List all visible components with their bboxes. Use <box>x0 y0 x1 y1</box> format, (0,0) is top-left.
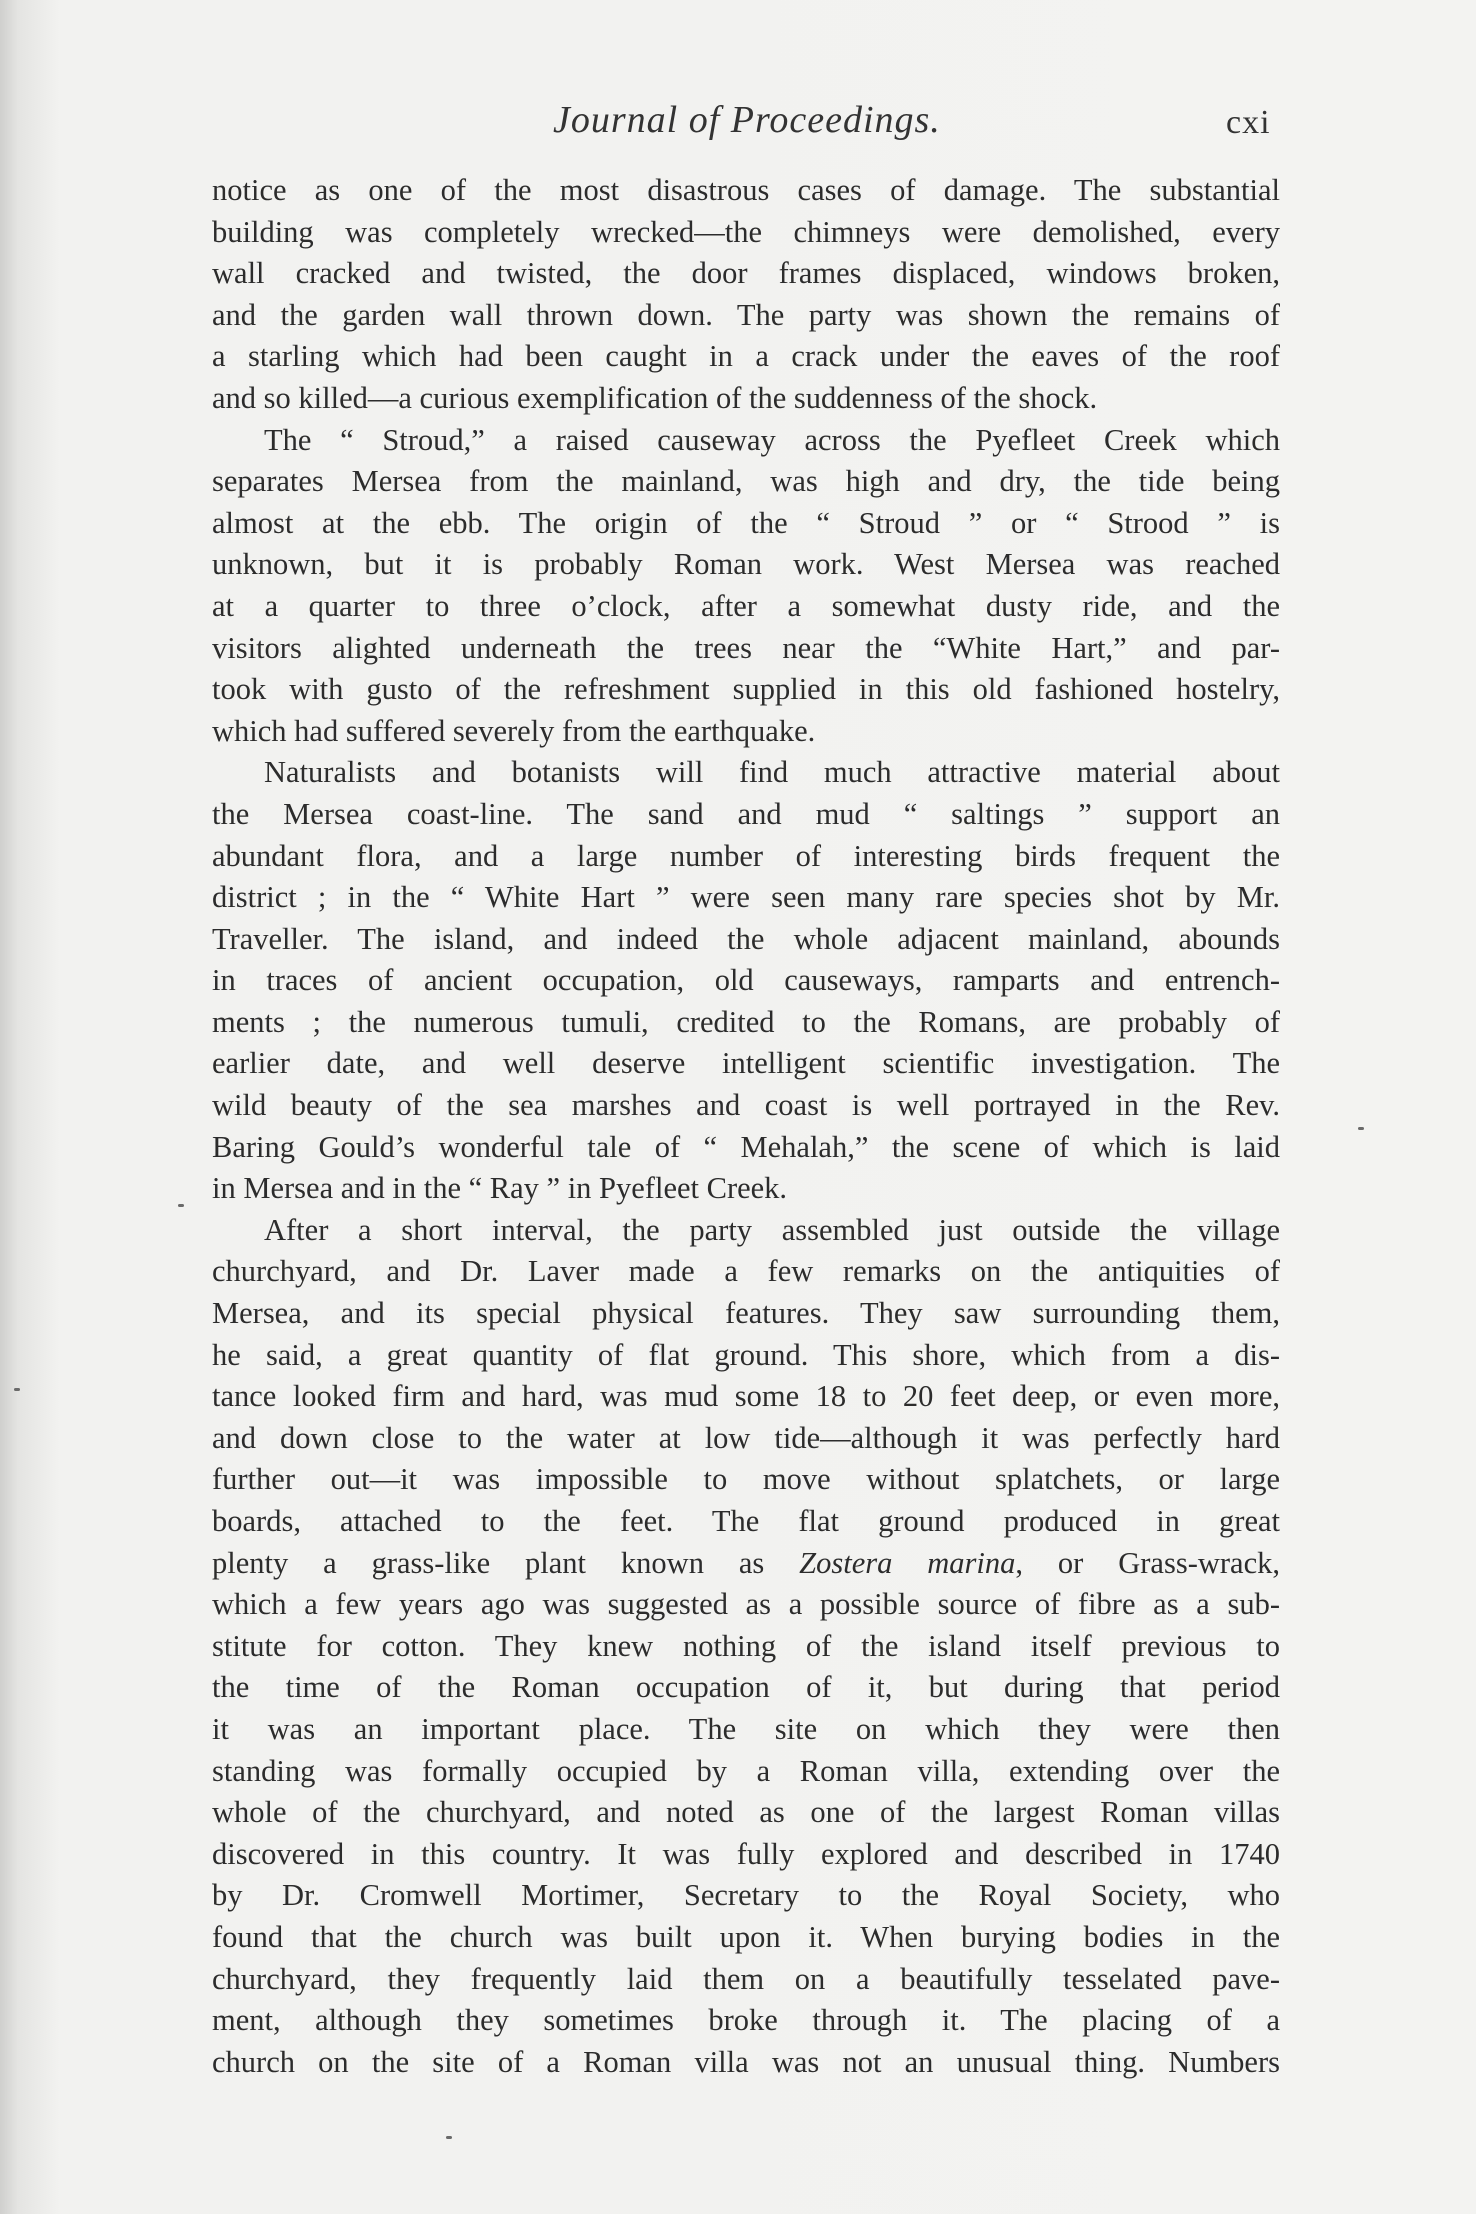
text-line: stitute for cotton. They knew nothing of the island itself previous to <box>212 1628 1280 1663</box>
text-line: wall cracked and twisted, the door frames displaced, windows broken, <box>212 256 1280 291</box>
text-line: which a few years ago was suggested as a possible source of fibre as a sub- <box>212 1587 1280 1622</box>
text-line: took with gusto of the refreshment supplied in this old fashioned hostelry, <box>212 672 1280 707</box>
text-line: tance looked firm and hard, was mud some 18 to 20 feet deep, or even more, <box>212 1379 1280 1414</box>
text-line: separates Mersea from the mainland, was high and dry, the tide being <box>212 464 1280 499</box>
text-line: unknown, but it is probably Roman work. West Mersea was reached <box>212 547 1280 582</box>
text-line: the time of the Roman occupation of it, but during that period <box>212 1670 1280 1705</box>
text-line: Traveller. The island, and indeed the whole adjacent mainland, abounds <box>212 921 1280 956</box>
text-line: the Mersea coast-line. The sand and mud “ saltings ” support an <box>212 796 1280 831</box>
margin-speck <box>14 1388 20 1391</box>
text-line: and the garden wall thrown down. The party was shown the remains of <box>212 297 1280 332</box>
text-line: and down close to the water at low tide—although it was perfectly hard <box>212 1420 1280 1455</box>
text-line: which had suffered severely from the earthquake. <box>212 713 816 748</box>
paragraph-first-line: After a short interval, the party assembled just outside the village <box>264 1212 1280 1247</box>
text-line: earlier date, and well deserve intelligent scientific investigation. The <box>212 1046 1280 1081</box>
margin-speck <box>1358 1127 1364 1130</box>
text-line-with-italic <box>212 1543 1280 1585</box>
page-number: cxi <box>1226 104 1271 141</box>
text-line: found that the church was built upon it. When burying bodies in the <box>212 1919 1280 1954</box>
text-line: district ; in the “ White Hart ” were seen many rare species shot by Mr. <box>212 880 1280 915</box>
italic-term: Zostera marina <box>799 1545 1016 1580</box>
text-line: in Mersea and in the “ Ray ” in Pyefleet Creek. <box>212 1171 788 1206</box>
text-line: in traces of ancient occupation, old causeways, ramparts and entrench- <box>212 963 1280 998</box>
text-line: by Dr. Cromwell Mortimer, Secretary to the Royal Society, who <box>212 1878 1280 1913</box>
text-line: standing was formally occupied by a Roman villa, extending over the <box>212 1753 1280 1788</box>
text-line: churchyard, and Dr. Laver made a few remarks on the antiquities of <box>212 1254 1280 1289</box>
line-lead: plenty a grass-like plant known as <box>212 1545 800 1580</box>
text-line: Baring Gould’s wonderful tale of “ Mehalah,” the scene of which is laid <box>212 1129 1280 1164</box>
text-line: it was an important place. The site on which they were then <box>212 1711 1280 1746</box>
text-line: visitors alighted underneath the trees near the “White Hart,” and par- <box>212 630 1280 665</box>
margin-speck <box>446 2136 452 2139</box>
text-line: Mersea, and its special physical features. They saw surrounding them, <box>212 1296 1280 1331</box>
text-line: wild beauty of the sea marshes and coast is well portrayed in the Rev. <box>212 1088 1280 1123</box>
text-line: building was completely wrecked—the chimneys were demolished, every <box>212 214 1280 249</box>
text-line: further out—it was impossible to move without splatchets, or large <box>212 1462 1280 1497</box>
text-line: ment, although they sometimes broke through it. The placing of a <box>212 2003 1280 2038</box>
text-line: churchyard, they frequently laid them on a beautifully tesselated pave- <box>212 1961 1280 1996</box>
text-line: at a quarter to three o’clock, after a somewhat dusty ride, and the <box>212 588 1280 623</box>
text-line: church on the site of a Roman villa was not an unusual thing. Numbers <box>212 2044 1280 2079</box>
text-line: a starling which had been caught in a crack under the eaves of the roof <box>212 339 1280 374</box>
paragraph-first-line: The “ Stroud,” a raised causeway across the Pyefleet Creek which <box>264 422 1280 457</box>
text-line: discovered in this country. It was fully explored and described in 1740 <box>212 1836 1280 1871</box>
margin-speck <box>178 1204 184 1207</box>
paragraph-first-line: Naturalists and botanists will find much attractive material about <box>264 755 1280 790</box>
text-line: and so killed—a curious exemplification of the suddenness of the shock. <box>212 380 1098 415</box>
text-line: whole of the churchyard, and noted as one of the largest Roman villas <box>212 1795 1280 1830</box>
text-line: boards, attached to the feet. The flat ground produced in great <box>212 1504 1280 1538</box>
text-line: notice as one of the most disastrous cases of damage. The substantial <box>212 173 1280 207</box>
body-text <box>212 170 1280 2083</box>
running-title: Journal of Proceedings. <box>553 99 941 141</box>
text-line: abundant flora, and a large number of interesting birds frequent the <box>212 838 1280 873</box>
text-line: almost at the ebb. The origin of the “ Stroud ” or “ Strood ” is <box>212 505 1280 540</box>
text-line: he said, a great quantity of flat ground. This shore, which from a dis- <box>212 1337 1280 1372</box>
running-head <box>0 98 1476 148</box>
text-line: ments ; the numerous tumuli, credited to the Romans, are probably of <box>212 1004 1280 1039</box>
line-tail: , or Grass-wrack, <box>1015 1545 1280 1580</box>
